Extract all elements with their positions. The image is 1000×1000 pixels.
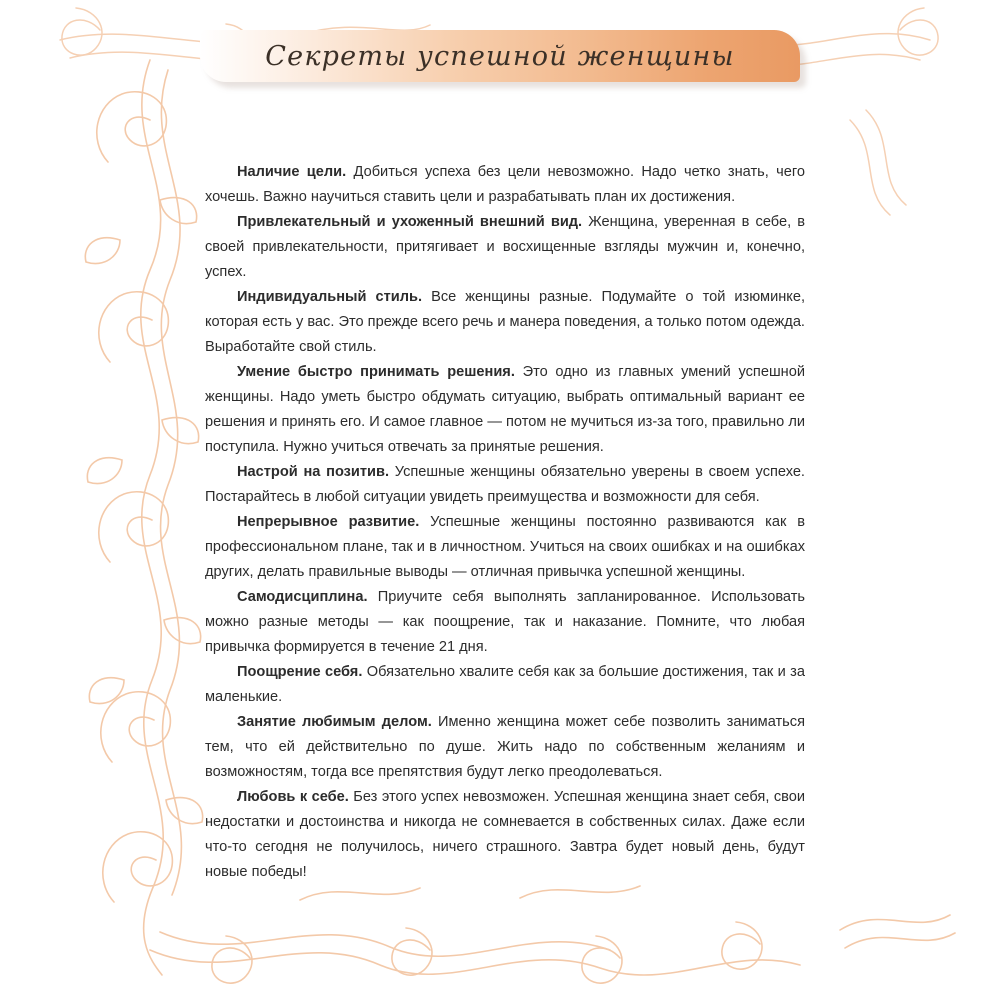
paragraph-lead: Наличие цели.	[237, 164, 347, 180]
paragraph-lead: Занятие любимым делом.	[237, 714, 432, 730]
paragraph	[205, 785, 805, 885]
paragraph-text: Именно женщина может себе позволить заниматься тем, что ей действительно по душе. Жить надо по собственным желаниям и возможностям, тогда все препятствия будут легко преодолеваться.	[205, 714, 805, 780]
page-title: Секреты успешной женщины	[265, 40, 735, 72]
paragraph-text: Все женщины разные. Подумайте о той изюминке, которая есть у вас. Это прежде всего речь и манера поведения, а только потом одежда. Выработайте свой стиль.	[205, 289, 805, 355]
paragraph	[205, 360, 805, 460]
paragraph-text: Добиться успеха без цели невозможно. Надо четко знать, чего хочешь. Важно научиться ставить цели и разрабатывать план их достижения.	[205, 164, 805, 205]
paragraph-lead: Индивидуальный стиль.	[237, 289, 423, 305]
title-banner	[200, 30, 800, 86]
paragraph-text: Женщина, уверенная в себе, в своей привлекательности, притягивает и восхищенные взгляды мужчин и, конечно, успех.	[205, 214, 805, 280]
paragraph-text: Успешные женщины обязательно уверены в своем успехе. Постарайтесь в любой ситуации увидеть преимущества и возможности для себя.	[205, 464, 805, 505]
paragraph-lead: Самодисциплина.	[237, 589, 368, 605]
paragraph-lead: Настрой на позитив.	[237, 464, 390, 480]
paragraph-text: Успешные женщины постоянно развиваются как в профессиональном плане, так и в личностном. Учиться на своих ошибках и на ошибках других, делать правильные выводы — отличная привычка успешной женщины.	[205, 514, 805, 580]
paragraph-text: Приучите себя выполнять запланированное. Использовать можно разные методы — как поощрение, так и наказание. Помните, что любая привычка формируется в течение 21 дня.	[205, 589, 805, 655]
paragraph-text: Без этого успех невозможен. Успешная женщина знает себя, свои недостатки и достоинства и никогда не сомневается в собственных силах. Даже если что-то сегодня не получилось, ничего страшного. Завтра будет новый день, будут новые победы!	[205, 789, 805, 880]
paragraph	[205, 285, 805, 360]
paragraph	[205, 210, 805, 285]
paragraph-lead: Привлекательный и ухоженный внешний вид.	[237, 214, 583, 230]
paragraph	[205, 660, 805, 710]
paragraph	[205, 585, 805, 660]
paragraph-lead: Любовь к себе.	[237, 789, 349, 805]
paragraph-lead: Поощрение себя.	[237, 664, 363, 680]
article-body	[205, 160, 805, 885]
paragraph	[205, 510, 805, 585]
paragraph	[205, 710, 805, 785]
paragraph-text: Это одно из главных умений успешной женщины. Надо уметь быстро обдумать ситуацию, выбрать оптимальный вариант ее решения и принять его. И самое главное — потом не мучиться из-за того, правильно ли поступила. Нужно учиться отвечать за принятые решения.	[205, 364, 805, 455]
paragraph	[205, 460, 805, 510]
paragraph-lead: Умение быстро принимать решения.	[237, 364, 515, 380]
paragraph-text: Обязательно хвалите себя как за большие достижения, так и за маленькие.	[205, 664, 805, 705]
paragraph	[205, 160, 805, 210]
paragraph-lead: Непрерывное развитие.	[237, 514, 420, 530]
